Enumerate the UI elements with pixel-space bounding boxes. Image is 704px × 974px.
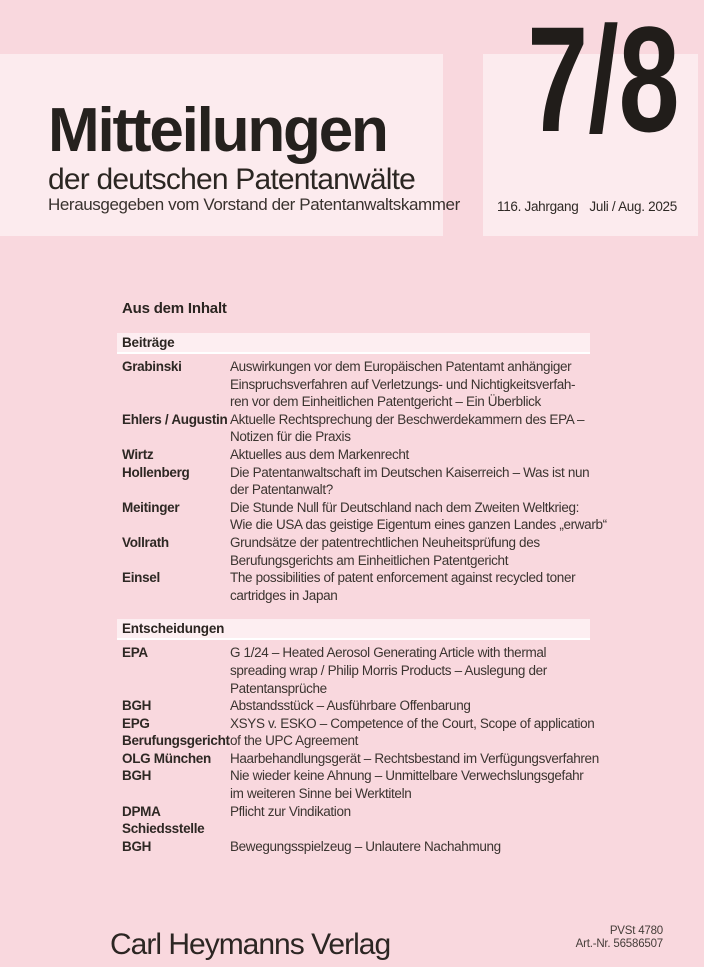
entry-author (122, 838, 230, 856)
entry-author-line: OLG München (122, 750, 211, 766)
journal-title: Mitteilungen (48, 96, 387, 165)
footer-print-info (576, 925, 663, 950)
toc-entry (122, 803, 590, 838)
entry-title (230, 767, 590, 802)
issue-meta (497, 200, 677, 214)
toc-entry (122, 464, 590, 499)
entry-title (230, 499, 607, 534)
volume-label: 116. Jahrgang (497, 199, 579, 214)
journal-subtitle: der deutschen Patentanwälte (48, 163, 416, 196)
section-band (117, 619, 590, 640)
entry-author (122, 715, 230, 750)
section-rows (117, 354, 607, 604)
entry-author-line: EPA (122, 645, 148, 661)
entry-title-line: Auswirkungen vor dem Europäischen Patentamt anhängiger (230, 359, 572, 374)
entry-title-line: Die Stunde Null für Deutschland nach dem Zweiten Weltkrieg: (230, 499, 580, 515)
toc-entry (122, 838, 590, 856)
entry-title-line: ren vor dem Einheitlichen Patentgericht – Ein Überblick (230, 394, 541, 410)
entry-author-line: Berufungsgericht (122, 733, 230, 749)
toc-entry (122, 697, 590, 715)
entry-author-line: BGH (122, 838, 152, 854)
entry-title-line: Einspruchsverfahren auf Verletzungs- und Nichtigkeitsverfah- (230, 376, 576, 392)
entry-title-line: Notizen für die Praxis (230, 429, 351, 445)
entry-title (230, 644, 590, 697)
entry-author-line: Wirtz (122, 446, 154, 462)
section-title: Entscheidungen (122, 621, 225, 637)
bottom-white-strip (0, 967, 704, 974)
entry-author (122, 569, 230, 587)
toc-entry (122, 767, 590, 802)
entry-author (122, 446, 230, 464)
toc-entry (122, 750, 599, 768)
entry-title-line: cartridges in Japan (230, 587, 338, 603)
entry-title (230, 838, 590, 856)
entry-author (122, 464, 230, 482)
entry-title-line: Aktuelles aus dem Markenrecht (230, 446, 409, 462)
publisher-line: Herausgegeben vom Vorstand der Patentanwaltskammer (48, 195, 460, 214)
entry-title (230, 750, 599, 768)
toc-sections (117, 333, 607, 855)
entry-title-line: Berufungsgerichts am Einheitlichen Patentgericht (230, 552, 509, 568)
entry-author (122, 767, 230, 785)
footer-publisher: Carl Heymanns Verlag (110, 928, 391, 961)
entry-author (122, 499, 230, 517)
footer-artnr: Art.-Nr. 56586507 (575, 937, 663, 950)
toc-section (117, 619, 599, 855)
entry-title (230, 358, 590, 411)
entry-title (230, 803, 590, 821)
entry-title-line: XSYS v. ESKO – Competence of the Court, Scope of application (230, 715, 595, 731)
toc-entry (122, 499, 607, 534)
entry-title (230, 534, 590, 569)
entry-title-line: spreading wrap / Philip Morris Products – Auslegung der (230, 662, 547, 678)
entry-title-line: Haarbehandlungsgerät – Rechtsbestand im Verfügungsverfahren (230, 750, 599, 766)
entry-title-line: im weiteren Sinne bei Werktiteln (230, 786, 412, 802)
toc-heading: Aus dem Inhalt (122, 300, 227, 317)
entry-title (230, 464, 590, 499)
entry-title-line: Bewegungsspielzeug – Unlautere Nachahmung (230, 838, 501, 854)
section-title: Beiträge (122, 335, 175, 350)
entry-title (230, 715, 594, 750)
entry-title-line: The possibilities of patent enforcement against recycled toner (230, 570, 576, 586)
toc-entry (122, 358, 590, 411)
entry-author-line: Vollrath (122, 534, 169, 550)
entry-title-line: Grundsätze der patentrechtlichen Neuheitsprüfung des (230, 534, 540, 550)
table-of-contents (117, 300, 607, 855)
toc-entry (122, 569, 590, 604)
toc-entry (122, 446, 590, 464)
entry-author (122, 750, 230, 768)
entry-author-line: BGH (122, 698, 152, 714)
entry-title-line: of the UPC Agreement (230, 733, 359, 749)
entry-title (230, 446, 590, 464)
section-band (117, 333, 590, 354)
entry-title-line: G 1/24 – Heated Aerosol Generating Article with thermal (230, 645, 547, 661)
entry-author-line: Schiedsstelle (122, 821, 205, 837)
entry-author (122, 644, 230, 662)
entry-title-line: Nie wieder keine Ahnung – Unmittelbare Verwechslungsgefahr (230, 768, 584, 784)
entry-author (122, 803, 230, 838)
issue-date: Juli / Aug. 2025 (589, 199, 677, 214)
section-rows (117, 640, 599, 855)
entry-title (230, 411, 590, 446)
entry-title (230, 569, 590, 604)
entry-title-line: der Patentanwalt? (230, 482, 333, 498)
entry-author-line: Ehlers / Augustin (122, 411, 228, 427)
toc-entry (122, 534, 590, 569)
entry-author-line: DPMA (122, 803, 161, 819)
toc-entry (122, 715, 595, 750)
entry-author (122, 411, 230, 429)
entry-title-line: Aktuelle Rechtsprechung der Beschwerdekammern des EPA – (230, 411, 585, 427)
entry-author (122, 697, 230, 715)
entry-author-line: Meitinger (122, 499, 180, 515)
entry-author (122, 534, 230, 552)
entry-title-line: Die Patentanwaltschaft im Deutschen Kaiserreich – Was ist nun (230, 464, 590, 480)
issue-number: 7/8 (527, 0, 680, 163)
toc-entry (122, 644, 590, 697)
entry-title-line: Wie die USA das geistige Eigentum eines ganzen Landes „erwarb“ (230, 517, 607, 533)
entry-title-line: Patentansprüche (230, 680, 327, 696)
entry-title-line: Pflicht zur Vindikation (230, 803, 351, 819)
entry-author-line: Hollenberg (122, 464, 190, 480)
entry-author-line: EPG (122, 715, 150, 731)
entry-author-line: Grabinski (122, 359, 182, 374)
toc-entry (122, 411, 590, 446)
entry-author-line: BGH (122, 768, 152, 784)
footer-pvst: PVSt 4780 (609, 925, 663, 937)
entry-title (230, 697, 590, 715)
entry-title-line: Abstandsstück – Ausführbare Offenbarung (230, 698, 471, 714)
entry-author (122, 358, 230, 376)
toc-section (117, 333, 607, 604)
entry-author-line: Einsel (122, 570, 160, 586)
